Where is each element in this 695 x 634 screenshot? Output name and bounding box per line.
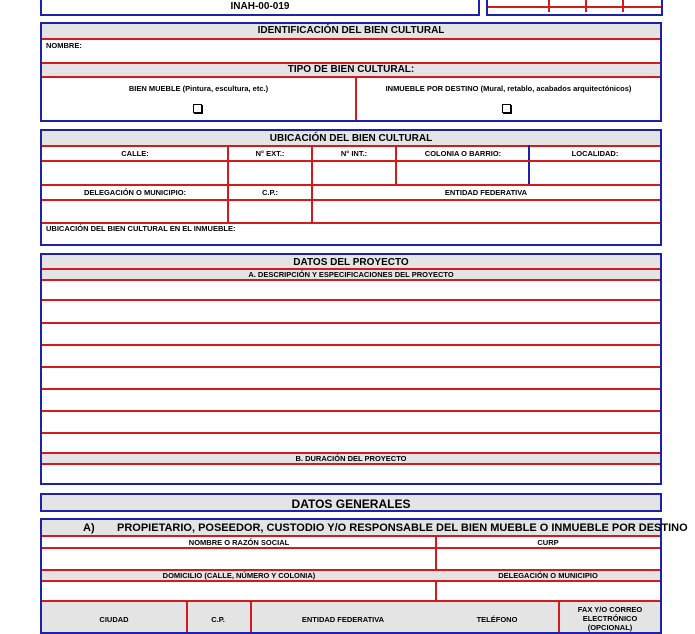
date-month-input[interactable] <box>550 0 585 6</box>
num-ext-input[interactable] <box>230 162 310 184</box>
delegacion-gen-input[interactable] <box>438 582 658 600</box>
bien-mueble-checkbox[interactable] <box>193 104 202 113</box>
calle-input[interactable] <box>44 162 226 184</box>
nombre-label: NOMBRE: <box>46 41 82 50</box>
localidad-input[interactable] <box>532 162 658 184</box>
inmueble-label: INMUEBLE POR DESTINO (Mural, retablo, acabados arquitectónicos) <box>385 84 632 93</box>
colonia-label: COLONIA O BARRIO: <box>424 149 502 158</box>
duracion-input[interactable] <box>44 466 658 482</box>
date-box <box>486 0 663 16</box>
cp-input[interactable] <box>230 201 310 222</box>
generales-title: DATOS GENERALES <box>291 497 411 511</box>
descripcion-textarea[interactable] <box>44 282 662 456</box>
telefono-label: TELÉFONO <box>476 615 518 624</box>
delegacion-gen-label: DELEGACIÓN O MUNICIPIO <box>498 571 598 580</box>
identificacion-section <box>40 22 662 122</box>
ubicacion-inmueble-label: UBICACIÓN DEL BIEN CULTURAL EN EL INMUEBLE: <box>46 224 236 233</box>
ciudad-label: CIUDAD <box>99 615 129 624</box>
identificacion-title: IDENTIFICACIÓN DEL BIEN CULTURAL <box>257 25 445 36</box>
entidad-input[interactable] <box>314 201 658 222</box>
cp-label: C.P.: <box>261 188 279 197</box>
num-int-input[interactable] <box>314 162 394 184</box>
cp-gen-label: C.P. <box>211 615 225 624</box>
delegacion-label: DELEGACIÓN O MUNICIPIO: <box>83 188 187 197</box>
descripcion-label: A. DESCRIPCIÓN Y ESPECIFICACIONES DEL PROYECTO <box>248 270 454 279</box>
form-code: INAH-00-019 <box>230 1 290 12</box>
inmueble-checkbox[interactable] <box>502 104 511 113</box>
calle-label: CALLE: <box>121 149 149 158</box>
date-day-input[interactable] <box>488 0 548 6</box>
curp-input[interactable] <box>438 549 658 569</box>
ubicacion-section <box>40 129 662 246</box>
entidad-gen-label: ENTIDAD FEDERATIVA <box>301 615 385 624</box>
propietario-section <box>40 518 688 634</box>
ubicacion-title: UBICACIÓN DEL BIEN CULTURAL <box>269 133 433 144</box>
section-a-letter: A) <box>83 522 95 534</box>
proyecto-title: DATOS DEL PROYECTO <box>293 257 409 268</box>
ubicacion-inmueble-input[interactable] <box>252 224 658 243</box>
date-year-input[interactable] <box>587 0 622 6</box>
generales-header <box>40 493 662 512</box>
curp-label: CURP <box>537 538 559 547</box>
entidad-label: ENTIDAD FEDERATIVA <box>444 188 528 197</box>
num-int-label: N° INT.: <box>340 149 368 158</box>
num-ext-label: N° EXT.: <box>255 149 285 158</box>
bien-mueble-label: BIEN MUEBLE (Pintura, escultura, etc.) <box>128 84 269 93</box>
domicilio-label: DOMICILIO (CALLE, NÚMERO Y COLONIA) <box>162 571 316 580</box>
nombre-input[interactable] <box>82 40 652 60</box>
nombre-razon-input[interactable] <box>44 549 433 569</box>
duracion-label: B. DURACIÓN DEL PROYECTO <box>295 454 407 463</box>
form-code-box <box>40 0 480 16</box>
fax-label: FAX Y/O CORREO ELECTRÓNICO (OPCIONAL) <box>577 605 643 632</box>
proyecto-section <box>40 253 662 485</box>
localidad-label: LOCALIDAD: <box>571 149 619 158</box>
colonia-input[interactable] <box>398 162 526 184</box>
delegacion-input[interactable] <box>44 201 226 222</box>
domicilio-input[interactable] <box>44 582 433 600</box>
section-a-title: PROPIETARIO, POSEEDOR, CUSTODIO Y/O RESPONSABLE DEL BIEN MUEBLE O INMUEBLE POR DESTINO <box>117 522 688 534</box>
nombre-razon-label: NOMBRE O RAZÓN SOCIAL <box>188 538 290 547</box>
tipo-title: TIPO DE BIEN CULTURAL: <box>287 64 415 75</box>
